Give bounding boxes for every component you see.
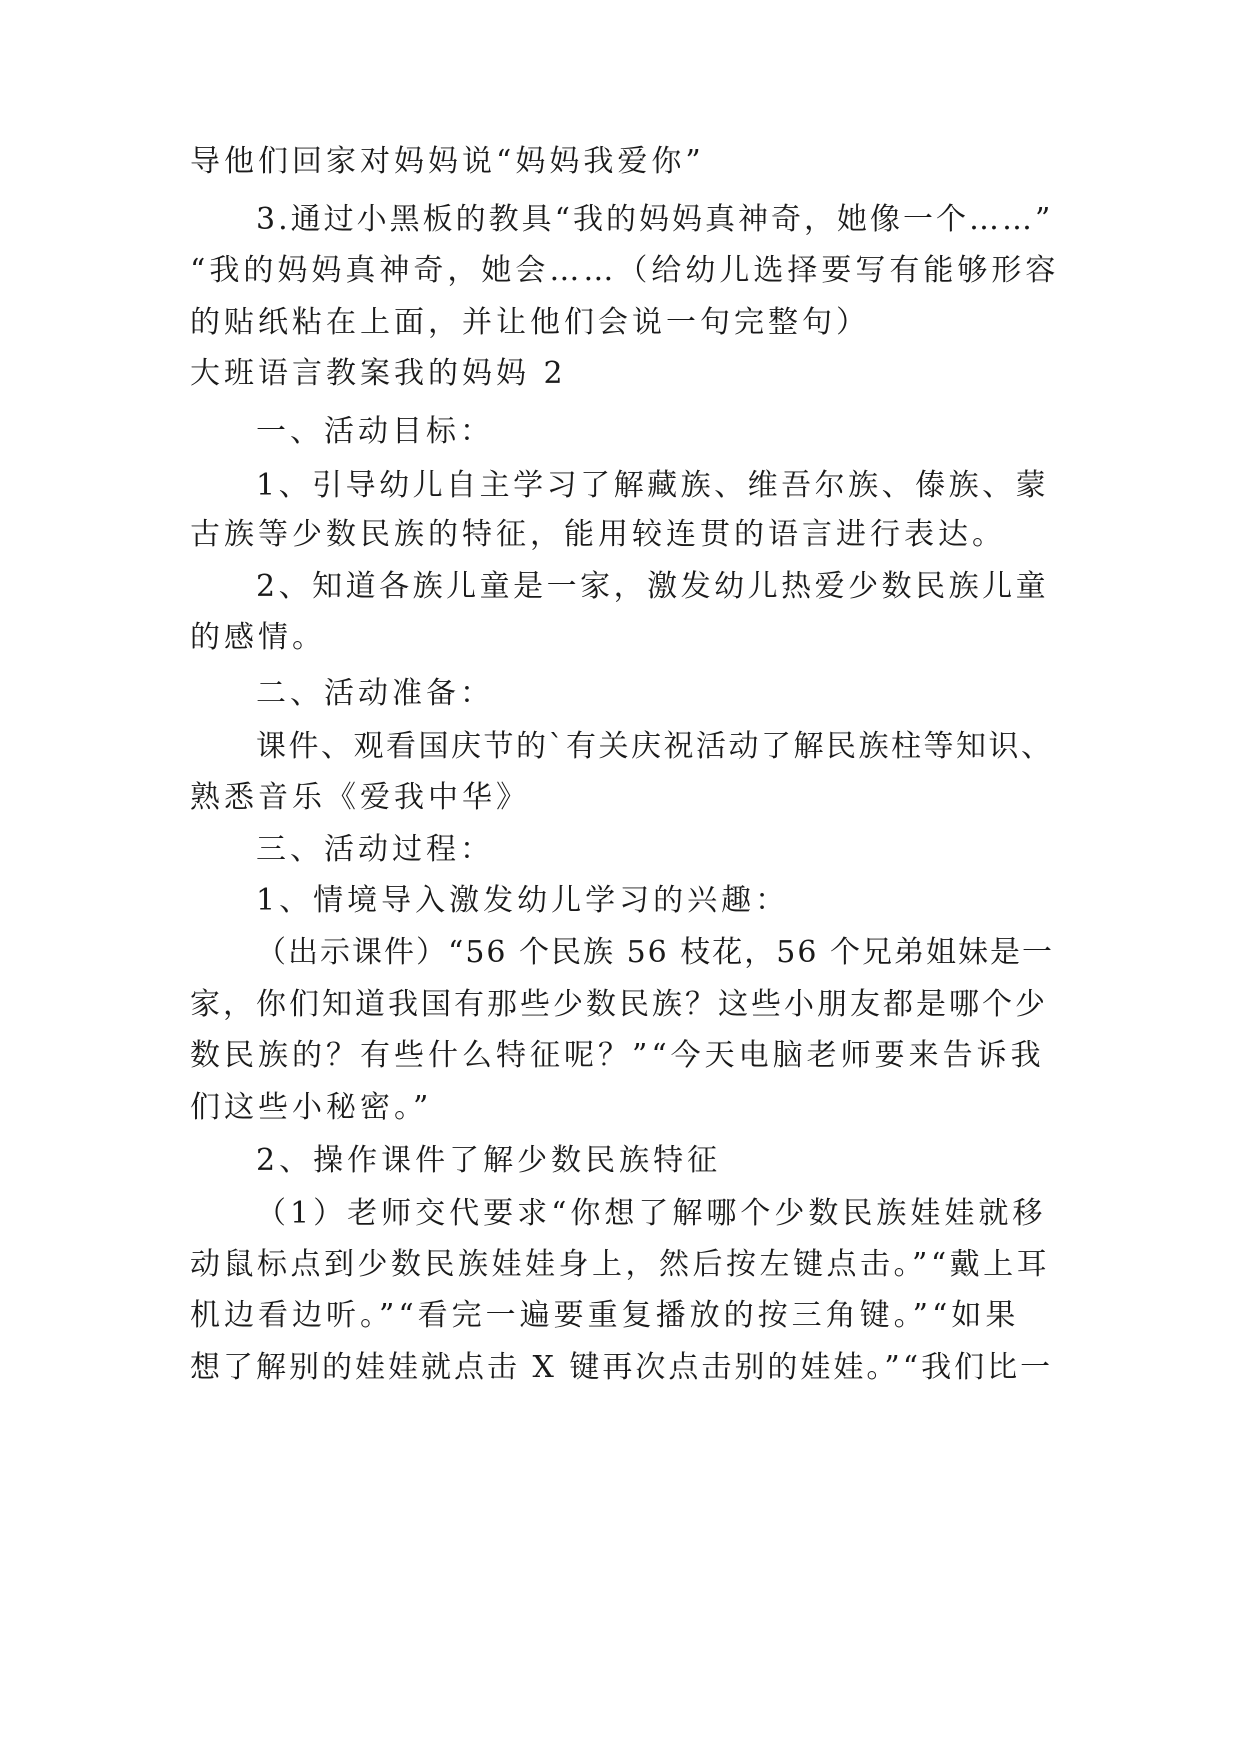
section-title: 大班语言教案我的妈妈 2 (190, 356, 567, 391)
text-line-8: 古族等少数民族的特征，能用较连贯的语言进行表达。 (190, 517, 1006, 552)
text-line-16: （出示课件）“56 个民族 56 枝花，56 个兄弟姐妹是一 (256, 935, 1055, 970)
text-line-12: 课件、观看国庆节的`有关庆祝活动了解民族柱等知识、 (256, 729, 1054, 764)
text-line-20: 2、操作课件了解少数民族特征 (256, 1143, 722, 1178)
text-line-10: 的感情。 (190, 620, 326, 655)
text-line-9: 2、知道各族儿童是一家，激发幼儿热爱少数民族儿童 (256, 569, 1050, 604)
heading-activity-prep: 二、活动准备： (256, 676, 494, 711)
text-line-15: 1、情境导入激发幼儿学习的兴趣： (256, 883, 790, 918)
text-line-19: 们这些小秘密。” (190, 1090, 433, 1125)
text-line-13: 熟悉音乐《爱我中华》 (190, 780, 530, 815)
text-line-18: 数民族的？有些什么特征呢？”“今天电脑老师要来告诉我 (190, 1038, 1045, 1073)
text-line-2: 3.通过小黑板的教具“我的妈妈真神奇，她像一个……” (256, 202, 1054, 237)
text-line-23: 机边看边听。”“看完一遍要重复播放的按三角键。”“如果 (190, 1298, 1020, 1333)
text-line-1: 导他们回家对妈妈说“妈妈我爱你” (190, 144, 705, 179)
text-line-17: 家，你们知道我国有那些少数民族？这些小朋友都是哪个少 (190, 987, 1048, 1022)
text-line-24: 想了解别的娃娃就点击 X 键再次点击别的娃娃。”“我们比一 (190, 1350, 1054, 1385)
heading-activity-goals: 一、活动目标： (256, 414, 494, 449)
text-line-7: 1、引导幼儿自主学习了解藏族、维吾尔族、傣族、蒙 (256, 468, 1050, 503)
heading-activity-process: 三、活动过程： (256, 832, 494, 867)
text-line-21: （1）老师交代要求“你想了解哪个少数民族娃娃就移 (256, 1196, 1047, 1231)
text-line-4: 的贴纸粘在上面，并让他们会说一句完整句） (190, 305, 870, 340)
text-line-3: “我的妈妈真神奇，她会……（给幼儿选择要写有能够形容 (190, 253, 1060, 288)
text-line-22: 动鼠标点到少数民族娃娃身上，然后按左键点击。”“戴上耳 (190, 1247, 1051, 1282)
